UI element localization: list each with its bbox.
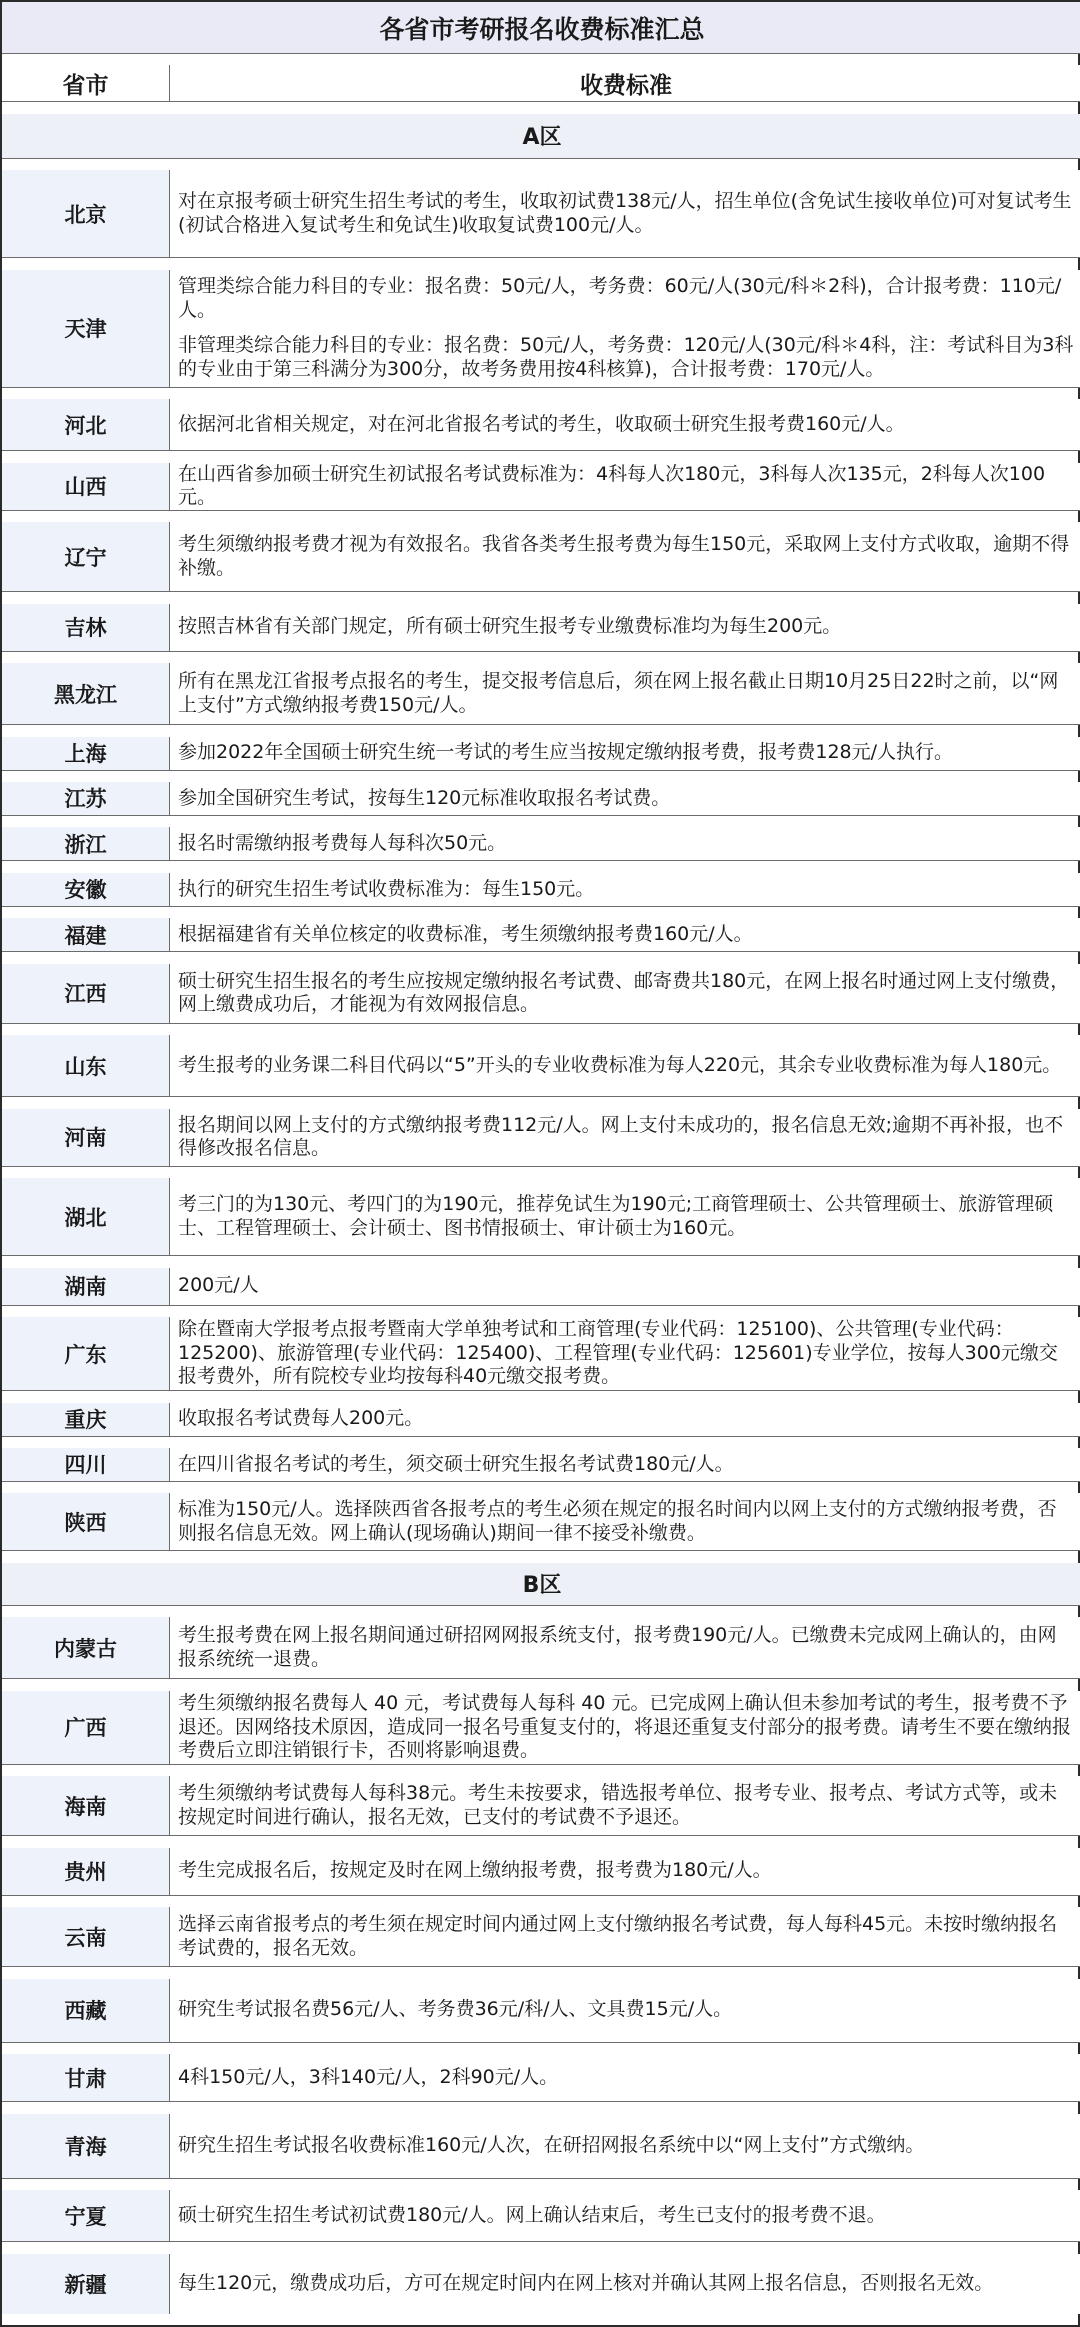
- fee-paragraph: 报名期间以网上支付的方式缴纳报考费112元/人。网上支付未成功的，报名信息无效;逾期不再补报，也不得修改报名信息。: [178, 1113, 1064, 1160]
- row-region: 辽宁: [2, 522, 170, 592]
- row-fee-standard: [170, 873, 1080, 907]
- fee-paragraph: 研究生考试报名费56元/人、考务费36元/科/人、文具费15元/人。: [178, 1998, 733, 2021]
- row-region: 湖北: [2, 1178, 170, 1256]
- row-region: 上海: [2, 737, 170, 771]
- fee-paragraph: 对在京报考硕士研究生招生考试的考生，收取初试费138元/人，招生单位(含免试生接收单位)可对复试考生(初试合格进入复试考生和免试生)收取复试费100元/人。: [178, 190, 1072, 236]
- fee-paragraph: 考生须缴纳考试费每人每科38元。考生未按要求，错选报考单位、报考专业、报考点、考试方式等，或未按规定时间进行确认，报名无效，已支付的考试费不予退还。: [178, 1782, 1058, 1828]
- row-fee-standard: [170, 737, 1080, 771]
- fee-paragraph: 考生须缴纳报名费每人 40 元，考试费每人每科 40 元。已完成网上确认但未参加考试的考生，报考费不予退还。因网络技术原因，造成同一报名号重复支付的，将退还重复支付部分的报考费。请考生不要在缴纳报考费后立即注销银行卡，否则将影响退费。: [178, 1692, 1072, 1762]
- row-region: 黑龙江: [2, 663, 170, 725]
- row-fee-standard: [170, 827, 1080, 861]
- row-region: 福建: [2, 918, 170, 952]
- row-fee-standard: [170, 270, 1080, 388]
- row-fee-standard: [170, 964, 1080, 1024]
- row-fee-standard: [170, 522, 1080, 592]
- row-fee-standard: [170, 170, 1080, 258]
- fee-paragraph: 参加全国研究生考试，按每生120元标准收取报名考试费。: [178, 786, 671, 809]
- fee-paragraph: 考生须缴纳报考费才视为有效报名。我省各类考生报考费为每生150元，采取网上支付方式收取，逾期不得补缴。: [178, 533, 1070, 579]
- row-region: 浙江: [2, 827, 170, 861]
- row-region: 吉林: [2, 604, 170, 652]
- fee-paragraph: 除在暨南大学报考点报考暨南大学单独考试和工商管理(专业代码：125100)、公共管理(专业代码：125200)、旅游管理(专业代码：125400)、工程管理(专业代码：125601)专业学位，按每人300元缴交报考费外，所有院校专业均按每科40元缴交报考费。: [178, 1318, 1058, 1388]
- table-title: 各省市考研报名收费标准汇总: [2, 0, 1080, 54]
- row-fee-standard: [170, 663, 1080, 725]
- fee-paragraph: 4科150元/人，3科140元/人，2科90元/人。: [178, 2065, 559, 2088]
- row-region: 海南: [2, 1776, 170, 1836]
- row-region: 贵州: [2, 1848, 170, 1896]
- row-region: 新疆: [2, 2254, 170, 2314]
- row-fee-standard: [170, 1403, 1080, 1437]
- row-fee-standard: [170, 1109, 1080, 1167]
- fee-paragraph: 每生120元，缴费成功后，方可在规定时间内在网上核对并确认其网上报名信息，否则报名无效。: [178, 2271, 994, 2294]
- row-fee-standard: [170, 2114, 1080, 2179]
- row-region: 陕西: [2, 1493, 170, 1551]
- row-region: 甘肃: [2, 2054, 170, 2102]
- row-fee-standard: [170, 1178, 1080, 1256]
- row-fee-standard: [170, 1979, 1080, 2043]
- fee-paragraph: 报名时需缴纳报考费每人每科次50元。: [178, 832, 507, 855]
- row-region: 江苏: [2, 782, 170, 816]
- row-region: 山东: [2, 1035, 170, 1097]
- zone-header-b: B区: [2, 1563, 1080, 1606]
- row-fee-standard: [170, 2054, 1080, 2102]
- fee-paragraph: 收取报名考试费每人200元。: [178, 1407, 424, 1430]
- zone-header-a: A区: [2, 114, 1080, 159]
- fee-paragraph: 考生报考费在网上报名期间通过研招网网报系统支付，报考费190元/人。已缴费未完成网上确认的，由网报系统统一退费。: [178, 1624, 1057, 1670]
- row-region: 湖南: [2, 1268, 170, 1306]
- row-region: 安徽: [2, 873, 170, 907]
- header-fee: 收费标准: [170, 65, 1080, 102]
- fee-paragraph: 执行的研究生招生考试收费标准为：每生150元。: [178, 877, 595, 900]
- row-region: 广西: [2, 1691, 170, 1765]
- fee-paragraph: 选择云南省报考点的考生须在规定时间内通过网上支付缴纳报名考试费，每人每科45元。未按时缴纳报名考试费的，报名无效。: [178, 1913, 1058, 1959]
- row-fee-standard: [170, 1493, 1080, 1551]
- row-fee-standard: [170, 1907, 1080, 1967]
- row-region: 河南: [2, 1109, 170, 1167]
- fee-paragraph: 依据河北省相关规定，对在河北省报名考试的考生，收取硕士研究生报考费160元/人。: [178, 413, 905, 436]
- fee-paragraph: 标准为150元/人。选择陕西省各报考点的考生必须在规定的报名时间内以网上支付的方式缴纳报考费，否则报名信息无效。网上确认(现场确认)期间一律不接受补缴费。: [178, 1498, 1057, 1544]
- fee-paragraph: 管理类综合能力科目的专业：报名费：50元/人，考务费：60元/人(30元/科＊2科)，合计报考费：110元/人。: [178, 275, 1062, 321]
- row-fee-standard: [170, 399, 1080, 451]
- fee-paragraph: 在四川省报名考试的考生，须交硕士研究生报名考试费180元/人。: [178, 1452, 734, 1475]
- fee-paragraph: 根据福建省有关单位核定的收费标准，考生须缴纳报考费160元/人。: [178, 923, 753, 946]
- row-region: 宁夏: [2, 2190, 170, 2242]
- row-region: 青海: [2, 2114, 170, 2179]
- row-region: 广东: [2, 1317, 170, 1391]
- fee-paragraph: 硕士研究生招生报名的考生应按规定缴纳报名考试费、邮寄费共180元，在网上报名时通过网上支付缴费，网上缴费成功后，才能视为有效网报信息。: [178, 969, 1070, 1016]
- row-fee-standard: [170, 2190, 1080, 2242]
- row-region: 北京: [2, 170, 170, 258]
- fee-paragraph: 硕士研究生招生考试初试费180元/人。网上确认结束后，考生已支付的报考费不退。: [178, 2203, 886, 2226]
- row-fee-standard: [170, 782, 1080, 816]
- row-fee-standard: [170, 463, 1080, 511]
- fee-paragraph: 研究生招生考试报名收费标准160元/人次，在研招网报名系统中以“网上支付”方式缴纳。: [178, 2133, 925, 2156]
- fee-paragraph: 非管理类综合能力科目的专业：报名费：50元/人，考务费：120元/人(30元/科＊4科，注：考试科目为3科的专业由于第三科满分为300分，故考务费用按4科核算)，合计报考费：170元/人。: [178, 334, 1074, 380]
- fee-paragraph: 按照吉林省有关部门规定，所有硕士研究生报考专业缴费标准均为每生200元。: [178, 615, 842, 638]
- row-region: 河北: [2, 399, 170, 451]
- fee-paragraph: 参加2022年全国硕士研究生统一考试的考生应当按规定缴纳报考费，报考费128元/人执行。: [178, 741, 954, 764]
- row-fee-standard: [170, 918, 1080, 952]
- row-fee-standard: [170, 1448, 1080, 1482]
- fee-paragraph: 考三门的为130元、考四门的为190元，推荐免试生为190元;工商管理硕士、公共管理硕士、旅游管理硕士、工程管理硕士、会计硕士、图书情报硕士、审计硕士为160元。: [178, 1193, 1054, 1239]
- row-region: 山西: [2, 463, 170, 511]
- row-fee-standard: [170, 1317, 1080, 1391]
- row-region: 云南: [2, 1907, 170, 1967]
- fee-paragraph: 200元/人: [178, 1274, 259, 1297]
- row-region: 重庆: [2, 1403, 170, 1437]
- fee-paragraph: 考生完成报名后，按规定及时在网上缴纳报考费，报考费为180元/人。: [178, 1859, 772, 1882]
- row-fee-standard: [170, 2254, 1080, 2314]
- fee-paragraph: 所有在黑龙江省报考点报名的考生，提交报考信息后，须在网上报名截止日期10月25日22时之前，以“网上支付”方式缴纳报考费150元/人。: [178, 670, 1059, 716]
- fee-paragraph: 考生报考的业务课二科目代码以“5”开头的专业收费标准为每人220元，其余专业收费标准为每人180元。: [178, 1054, 1062, 1076]
- row-fee-standard: [170, 604, 1080, 652]
- row-region: 内蒙古: [2, 1617, 170, 1679]
- row-fee-standard: [170, 1268, 1080, 1306]
- row-region: 江西: [2, 964, 170, 1024]
- row-region: 四川: [2, 1448, 170, 1482]
- fee-paragraph: 在山西省参加硕士研究生初试报名考试费标准为：4科每人次180元，3科每人次135元，2科每人次100元。: [178, 462, 1046, 509]
- row-fee-standard: [170, 1035, 1080, 1097]
- row-fee-standard: [170, 1776, 1080, 1836]
- row-fee-standard: [170, 1848, 1080, 1896]
- row-fee-standard: [170, 1617, 1080, 1679]
- row-fee-standard: [170, 1691, 1080, 1765]
- row-region: 天津: [2, 270, 170, 388]
- row-region: 西藏: [2, 1979, 170, 2043]
- header-region: 省市: [2, 65, 170, 102]
